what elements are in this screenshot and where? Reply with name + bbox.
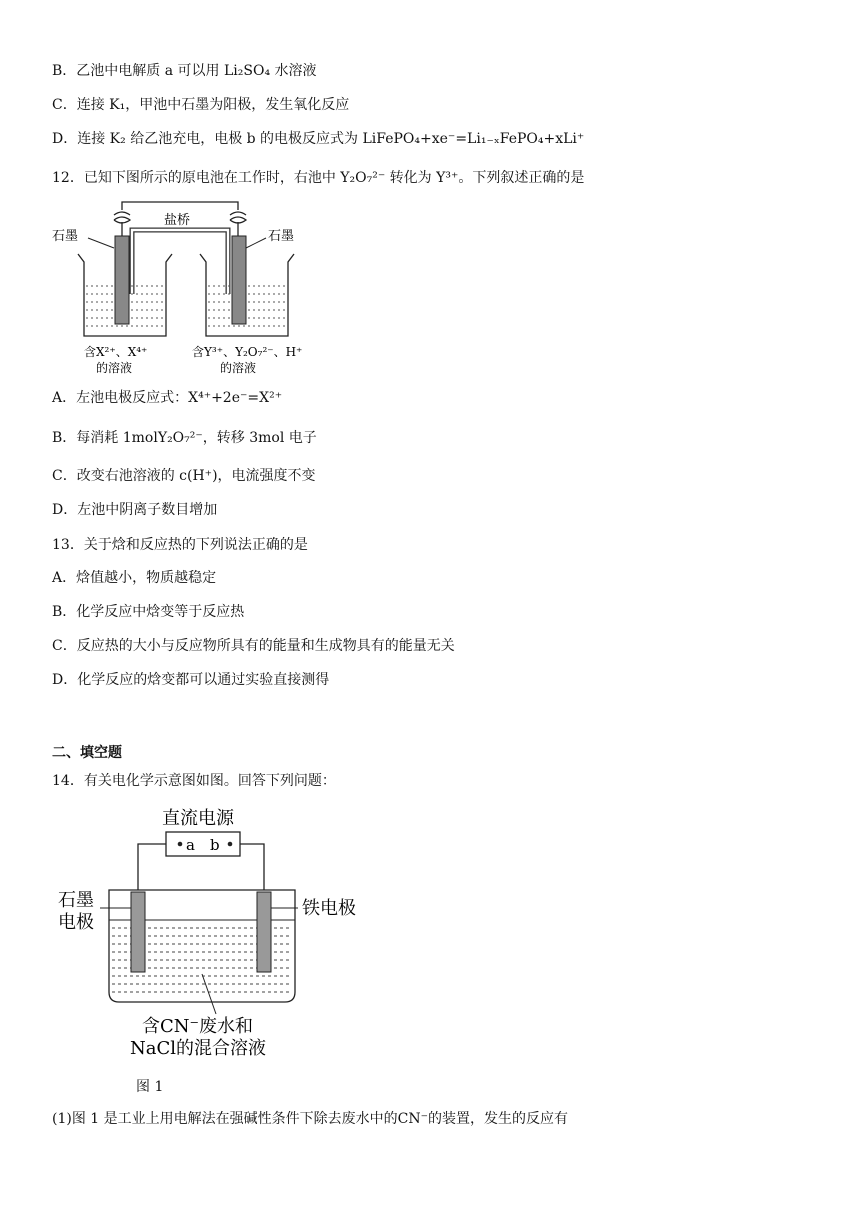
left-solution-label-2: 的溶液	[96, 361, 133, 375]
q13-option-a: A．焓值越小，物质越稳定	[52, 570, 217, 586]
left-electrode-label: 石墨	[52, 229, 79, 244]
electrolysis-figure	[52, 800, 382, 1070]
q14-stem: 14．有关电化学示意图如图。回答下列问题：	[52, 773, 336, 789]
iron-electrode-label: 铁电极	[302, 898, 356, 919]
q13-option-c: C．反应热的大小与反应物所具有的能量和生成物具有的能量无关	[52, 638, 455, 654]
right-solution	[208, 286, 286, 326]
q12-option-a: A．左池电极反应式：X⁴⁺+2e⁻=X²⁺	[52, 390, 283, 406]
q13-option-b: B．化学反应中焓变等于反应热	[52, 604, 245, 620]
salt-bridge	[132, 230, 228, 294]
left-electrode-pointer	[88, 238, 114, 248]
q12-stem: 12．已知下图所示的原电池在工作时，右池中 Y₂O₇²⁻ 转化为 Y³⁺。下列叙述正确的是	[52, 170, 585, 186]
power-supply-label: 直流电源	[162, 808, 234, 829]
q12-option-b: B．每消耗 1molY₂O₇²⁻，转移 3mol 电子	[52, 430, 317, 446]
right-beaker	[200, 254, 294, 336]
section-title: 二、填空题	[52, 745, 122, 761]
solution-label-1: 含CN⁻废水和	[142, 1016, 254, 1037]
figure-caption: 图 1	[136, 1079, 164, 1095]
terminal-a-label: a	[186, 836, 195, 854]
right-solution-label-2: 的溶液	[220, 361, 257, 375]
graphite-electrode	[131, 892, 145, 972]
terminal-a-dot	[178, 842, 183, 847]
iron-electrode	[257, 892, 271, 972]
q12-option-d: D．左池中阴离子数目增加	[52, 502, 218, 518]
right-solution-label-1: 含Y³⁺、Y₂O₇²⁻、H⁺	[192, 345, 303, 359]
galvanic-cell-figure	[52, 196, 312, 380]
q11-option-d: D．连接 K₂ 给乙池充电，电极 b 的电极反应式为 LiFePO₄+xe⁻=Li₁₋ₓFePO₄+xLi⁺	[52, 131, 585, 147]
graphite-label-2: 电极	[58, 912, 94, 933]
q14-part1: (1)图 1 是工业上用电解法在强碱性条件下除去废水中的CN⁻的装置，发生的反应有	[52, 1111, 568, 1127]
q11-option-c: C．连接 K₁，甲池中石墨为阳极，发生氧化反应	[52, 97, 350, 113]
q12-option-c: C．改变右池溶液的 c(H⁺)，电流强度不变	[52, 468, 316, 484]
left-graphite-electrode	[115, 236, 129, 324]
q11-option-b: B．乙池中电解质 a 可以用 Li₂SO₄ 水溶液	[52, 63, 317, 79]
graphite-label-1: 石墨	[58, 890, 94, 911]
left-solution-label-1: 含X²⁺、X⁴⁺	[84, 345, 148, 359]
right-electrode-pointer	[246, 238, 266, 248]
terminal-b-label: b	[210, 836, 220, 854]
solution-label-2: NaCl的混合溶液	[130, 1038, 267, 1059]
right-graphite-electrode	[232, 236, 246, 324]
salt-bridge-label: 盐桥	[164, 213, 191, 228]
q13-stem: 13．关于焓和反应热的下列说法正确的是	[52, 537, 308, 553]
terminal-b-dot	[228, 842, 233, 847]
q13-option-d: D．化学反应的焓变都可以通过实验直接测得	[52, 672, 330, 688]
right-electrode-label: 石墨	[268, 229, 295, 244]
